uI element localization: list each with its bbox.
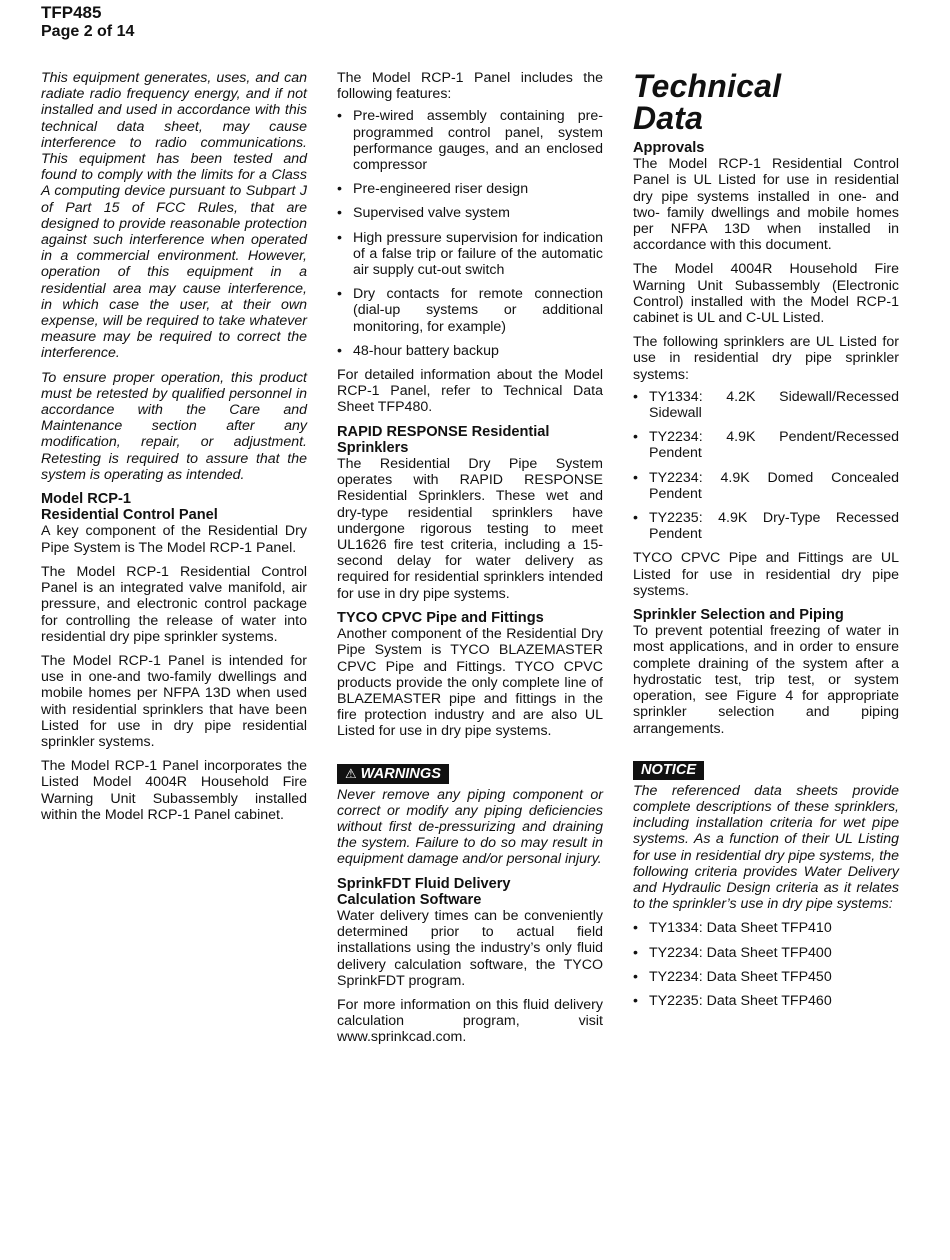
list-item: • TY1334: Data Sheet TFP410	[633, 920, 899, 936]
column-middle	[337, 70, 603, 1054]
rcp1-heading-line1: Model RCP-1	[41, 491, 131, 508]
detail-reference: For detailed information about the Model RCP-1 Panel, refer to Technical Data Sheet TFP480.	[337, 367, 603, 416]
page-number: Page 2 of 14	[41, 23, 135, 40]
column-left	[41, 70, 307, 831]
warnings-banner	[337, 764, 449, 784]
approvals-heading: Approvals	[633, 140, 705, 156]
cpvc-heading: TYCO CPVC Pipe and Fittings	[337, 609, 544, 626]
section-title	[633, 70, 899, 134]
list-item: • Pre-wired assembly containing pre-programmed control panel, system performance gauges, and an enclosed compressor	[337, 108, 603, 173]
list-item: • Supervised valve system	[337, 205, 603, 221]
section-title-line1: Technical	[633, 68, 782, 104]
sprinkfdt-heading-line1: SprinkFDT Fluid Delivery	[337, 875, 511, 892]
list-item: • TY2234: Data Sheet TFP400	[633, 945, 899, 961]
datasheets-list	[633, 920, 899, 1009]
cpvc-listed: TYCO CPVC Pipe and Fittings are UL Listed for use in residential dry pipe systems.	[633, 550, 899, 599]
section-title-line2: Data	[633, 100, 704, 136]
warnings-body: Never remove any piping component or correct or modify any piping deficiencies without first de-pressurizing and draining the system. Failure to do so may result in equipment damage and/or personal injury.	[337, 786, 603, 868]
features-list	[337, 108, 603, 359]
sprinkfdt-heading-line2: Calculation Software	[337, 891, 482, 908]
list-item: • High pressure supervision for indication of a false trip or failure of the automatic air supply cut-out switch	[337, 230, 603, 279]
list-item: • TY2235: 4.9K Dry-Type Recessed Pendent	[633, 510, 899, 542]
list-item: • Dry contacts for remote connection (dial-up systems or additional monitoring, for example)	[337, 286, 603, 335]
sprinklers-list	[633, 389, 899, 543]
rcp1-paragraph-3: The Model RCP-1 Panel is intended for use in one-and two-family dwellings and mobile homes per NFPA 13D when used with residential sprinklers that have been Listed for use in dry pipe residential sprinkler systems.	[41, 652, 307, 750]
rcp1-paragraph-1: A key component of the Residential Dry Pipe System is The Model RCP-1 Panel.	[41, 523, 307, 556]
column-right	[633, 70, 899, 1017]
rapid-response-heading: RAPID RESPONSE Residential Sprinklers	[337, 423, 550, 456]
rcp1-heading-line2: Residential Control Panel	[41, 507, 218, 524]
document-id: TFP485	[41, 3, 102, 22]
sprinklers-intro: The following sprinklers are UL Listed for use in residential dry pipe sprinkler systems:	[633, 334, 899, 383]
list-item: • Pre-engineered riser design	[337, 181, 603, 197]
rapid-response-body: The Residential Dry Pipe System operates with RAPID RESPONSE Residential Sprinklers. These wet and dry-type residential sprinklers have undergone rigorous testing to meet UL1626 fire test criteria, including a 15-second delay for water delivery as required for residential sprinklers intended for use in dry pipe systems.	[337, 456, 603, 602]
notice-body: The referenced data sheets provide complete descriptions of these sprinklers, including installation criteria for wet pipe systems. As a function of their UL Listing for use in residential dry pipe systems, the following criteria provides Water Delivery and Hydraulic Design criteria as it relates to the sprinkler’s use in dry pipe systems:	[633, 782, 899, 913]
cpvc-body: Another component of the Residential Dry Pipe System is TYCO BLAZEMASTER CPVC Pipe and Fittings. TYCO CPVC products provide the only complete line of BLAZEMASTER pipe and fittings in the fire protection industry and are also UL Listed for use in dry pipe systems.	[337, 626, 603, 740]
rcp1-heading	[41, 491, 307, 523]
list-item: • TY2234: Data Sheet TFP450	[633, 969, 899, 985]
more-info: For more information on this fluid delivery calculation program, visit www.sprinkcad.com.	[337, 996, 603, 1046]
sprinkfdt-body: Water delivery times can be conveniently determined prior to actual field installations using the industry’s only fluid delivery calculation software, the TYCO SprinkFDT program.	[337, 907, 603, 989]
page-header	[41, 3, 134, 41]
warnings-label: WARNINGS	[360, 765, 441, 782]
fcc-notice: This equipment generates, uses, and can radiate radio frequency energy, and if not installed and used in accordance with this technical data sheet, may cause interference to radio communications. This equipment has been tested and found to comply with the limits for a Class A computing device pursuant to Subpart J of Part 15 of FCC Rules, that are designed to provide reasonable protection against such interference when operated in a commercial environment. However, operation of this equipment in a residential area may cause interference, in which case the user, at their own expense, will be required to take whatever measure may be required to correct the interference.	[41, 70, 307, 362]
sprinkfdt-heading	[337, 876, 603, 908]
rcp1-paragraph-4: The Model RCP-1 Panel incorporates the Listed Model 4004R Household Fire Warning Unit Subassembly installed within the Model RCP-1 Panel cabinet.	[41, 758, 307, 823]
selection-body: To prevent potential freezing of water in most applications, and in order to ensure complete draining of the system after a hydrostatic test, trip test, or system operation, see Figure 4 for appropriate sprinkler selection and piping arrangements.	[633, 623, 899, 737]
approvals-paragraph-1: The Model RCP-1 Residential Control Panel is UL Listed for use in residential dry pipe systems installed in one- and two- family dwellings and mobile homes per NFPA 13D when installed in accordance with this document.	[633, 156, 899, 254]
list-item: • TY2234: 4.9K Pendent/Recessed Pendent	[633, 429, 899, 461]
list-item: • 48-hour battery backup	[337, 343, 603, 359]
notice-banner: NOTICE	[633, 761, 704, 780]
retest-notice: To ensure proper operation, this product must be retested by qualified personnel in accordance with the Care and Maintenance section after any modification, repair, or adjustment. Retesting is required to assure that the system is operating as intended.	[41, 369, 307, 483]
selection-heading: Sprinkler Selection and Piping	[633, 607, 844, 624]
list-item: • TY2235: Data Sheet TFP460	[633, 993, 899, 1009]
list-item: • TY2234: 4.9K Domed Concealed Pendent	[633, 470, 899, 502]
warning-triangle-icon: ⚠	[345, 765, 357, 781]
list-item: • TY1334: 4.2K Sidewall/Recessed Sidewall	[633, 389, 899, 421]
rcp1-paragraph-2: The Model RCP-1 Residential Control Panel is an integrated valve manifold, air pressure, and electronic control package for controlling the release of water into residential dry pipe sprinkler systems.	[41, 563, 307, 645]
approvals-paragraph-2: The Model 4004R Household Fire Warning Unit Subassembly (Electronic Control) installed with the Model RCP-1 cabinet is UL and C-UL Listed.	[633, 261, 899, 327]
features-intro: The Model RCP-1 Panel includes the following features:	[337, 70, 603, 103]
